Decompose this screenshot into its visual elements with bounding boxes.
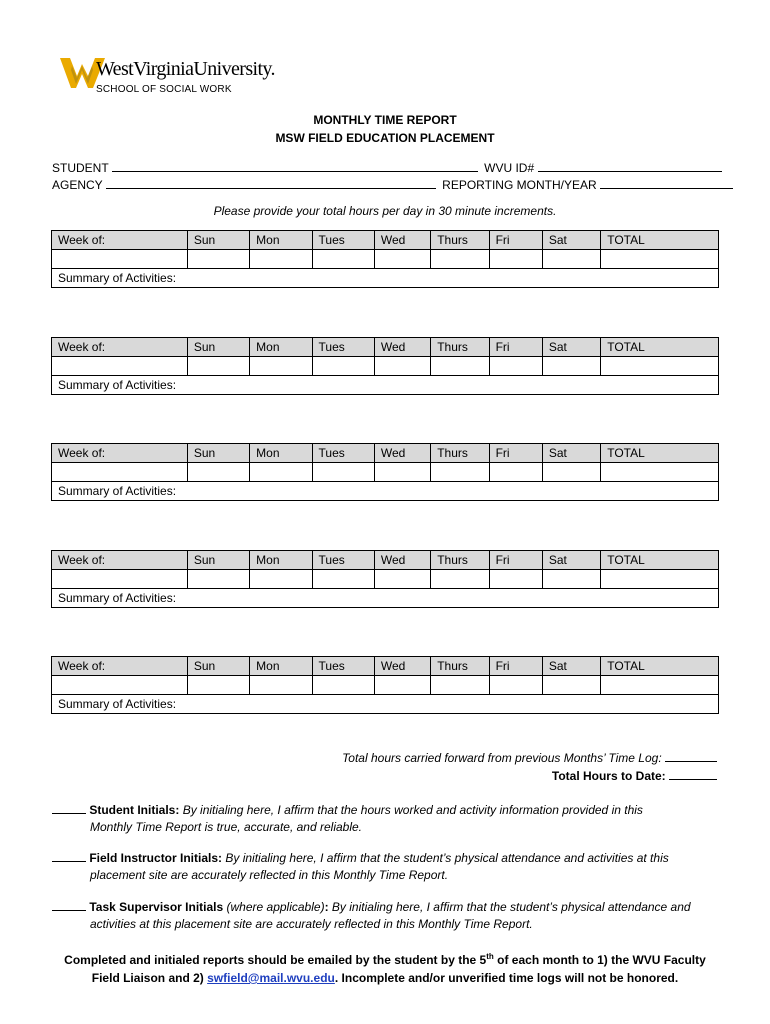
hours-cell-sat[interactable] [542, 570, 600, 589]
hours-cell-sun[interactable] [187, 463, 249, 482]
student-initials-field[interactable] [52, 802, 86, 814]
hours-to-date-label: Total Hours to Date: [551, 769, 666, 783]
footer-part2: of each month to 1) the WVU Faculty [493, 953, 706, 967]
footer-part4: . Incomplete and/or unverified time logs will not be honored. [334, 971, 679, 985]
hours-cell-mon[interactable] [250, 463, 312, 482]
reporting-month-label: REPORTING MONTH/YEAR [442, 178, 597, 192]
footer-sup: th [486, 952, 494, 961]
hours-cell-tues[interactable] [312, 570, 374, 589]
day-header-sun: Sun [187, 657, 249, 676]
hours-cell-tues[interactable] [312, 250, 374, 269]
day-header-fri: Fri [489, 551, 542, 570]
total-cell[interactable] [601, 357, 719, 376]
task-supervisor-line1: By initialing here, I affirm that the student’s physical attendance and [331, 900, 691, 914]
day-header-mon: Mon [250, 338, 312, 357]
field-instructor-label: Field Instructor Initials: [89, 851, 223, 865]
hours-cell-sun[interactable] [187, 676, 249, 695]
task-supervisor-colon: : [324, 900, 329, 914]
total-header: TOTAL [601, 551, 719, 570]
total-header: TOTAL [601, 231, 719, 250]
week-table [51, 656, 719, 714]
week-header-row [52, 444, 719, 463]
hours-cell-sat[interactable] [542, 463, 600, 482]
day-header-mon: Mon [250, 657, 312, 676]
day-header-mon: Mon [250, 551, 312, 570]
hours-cell-mon[interactable] [250, 676, 312, 695]
hours-to-date-row [552, 768, 717, 783]
day-header-tues: Tues [312, 231, 374, 250]
week-header-row [52, 231, 719, 250]
day-header-sun: Sun [187, 231, 249, 250]
hours-cell-wed[interactable] [374, 250, 430, 269]
reporting-month-field[interactable] [600, 177, 733, 189]
hours-cell-fri[interactable] [489, 250, 542, 269]
instruction-text: Please provide your total hours per day in 30 minute increments. [213, 204, 557, 218]
summary-of-activities[interactable]: Summary of Activities: [52, 269, 719, 288]
day-header-wed: Wed [374, 657, 430, 676]
hours-cell-sun[interactable] [187, 357, 249, 376]
hours-cell-sat[interactable] [542, 357, 600, 376]
week-table [51, 443, 719, 501]
week-header-row [52, 338, 719, 357]
field-instructor-statement [52, 850, 722, 884]
week-table [51, 337, 719, 395]
footer-part1: Completed and initialed reports should be emailed by the student by the 5 [64, 953, 487, 967]
hours-cell-mon[interactable] [250, 570, 312, 589]
wvu-wordmark: WestVirginiaUniversity. [96, 58, 275, 80]
day-header-fri: Fri [489, 231, 542, 250]
footer-part3: Field Liaison and 2) [91, 971, 208, 985]
total-header: TOTAL [601, 444, 719, 463]
day-header-sun: Sun [187, 551, 249, 570]
school-name: SCHOOL OF SOCIAL WORK [96, 84, 232, 95]
week-date-cell[interactable] [52, 357, 188, 376]
agency-row [52, 177, 733, 192]
summary-of-activities[interactable]: Summary of Activities: [52, 589, 719, 608]
week-of-label: Week of: [52, 231, 188, 250]
task-supervisor-statement [52, 899, 722, 933]
week-of-label: Week of: [52, 657, 188, 676]
hours-cell-thurs[interactable] [431, 463, 489, 482]
day-header-tues: Tues [312, 551, 374, 570]
total-cell[interactable] [601, 570, 719, 589]
student-field[interactable] [112, 160, 478, 172]
day-header-mon: Mon [250, 231, 312, 250]
hours-cell-sun[interactable] [187, 250, 249, 269]
hours-cell-sat[interactable] [542, 250, 600, 269]
total-header: TOTAL [601, 657, 719, 676]
hours-cell-fri[interactable] [489, 463, 542, 482]
task-supervisor-paren: (where applicable) [226, 900, 325, 914]
report-subtitle: MSW FIELD EDUCATION PLACEMENT [275, 131, 495, 145]
submission-instructions [40, 948, 730, 987]
wvu-id-label: WVU ID# [484, 161, 535, 175]
week-date-cell[interactable] [52, 463, 188, 482]
day-header-thurs: Thurs [431, 657, 489, 676]
agency-label: AGENCY [52, 178, 103, 192]
summary-of-activities[interactable]: Summary of Activities: [52, 376, 719, 395]
student-label: STUDENT [52, 161, 109, 175]
report-title: MONTHLY TIME REPORT [313, 113, 457, 127]
week-header-row [52, 551, 719, 570]
summary-row [52, 589, 719, 608]
day-header-sat: Sat [542, 444, 600, 463]
summary-row [52, 376, 719, 395]
hours-cell-fri[interactable] [489, 570, 542, 589]
week-of-label: Week of: [52, 551, 188, 570]
day-header-fri: Fri [489, 657, 542, 676]
day-header-fri: Fri [489, 444, 542, 463]
hours-cell-sun[interactable] [187, 570, 249, 589]
hours-cell-thurs[interactable] [431, 357, 489, 376]
student-initials-label: Student Initials: [89, 803, 180, 817]
hours-cell-tues[interactable] [312, 463, 374, 482]
day-header-thurs: Thurs [431, 338, 489, 357]
total-cell[interactable] [601, 250, 719, 269]
field-instructor-line1: By initialing here, I affirm that the student’s physical attendance and activities at this [225, 851, 669, 865]
student-statement-line2: Monthly Time Report is true, accurate, and reliable. [90, 820, 363, 834]
day-header-sun: Sun [187, 444, 249, 463]
wvu-id-field[interactable] [538, 160, 722, 172]
day-header-mon: Mon [250, 444, 312, 463]
student-row [52, 160, 722, 175]
hours-cell-mon[interactable] [250, 357, 312, 376]
day-header-wed: Wed [374, 551, 430, 570]
day-header-wed: Wed [374, 231, 430, 250]
week-of-label: Week of: [52, 338, 188, 357]
day-header-tues: Tues [312, 657, 374, 676]
week-of-label: Week of: [52, 444, 188, 463]
hours-cell-mon[interactable] [250, 250, 312, 269]
hours-to-date-field[interactable] [669, 768, 717, 780]
hours-cell-fri[interactable] [489, 676, 542, 695]
day-header-sun: Sun [187, 338, 249, 357]
email-link[interactable]: swfield@mail.wvu.edu [207, 971, 335, 985]
carried-forward-label: Total hours carried forward from previous Months’ Time Log: [342, 751, 662, 765]
hours-row [52, 570, 719, 589]
day-header-wed: Wed [374, 338, 430, 357]
hours-row [52, 676, 719, 695]
hours-row [52, 463, 719, 482]
hours-cell-tues[interactable] [312, 357, 374, 376]
task-supervisor-initials-field[interactable] [52, 899, 86, 911]
student-statement-line1: By initialing here, I affirm that the hours worked and activity information provided in this [182, 803, 643, 817]
summary-row [52, 269, 719, 288]
day-header-sat: Sat [542, 231, 600, 250]
day-header-sat: Sat [542, 657, 600, 676]
field-instructor-line2: placement site are accurately reflected in this Monthly Time Report. [90, 868, 449, 882]
day-header-tues: Tues [312, 444, 374, 463]
total-cell[interactable] [601, 676, 719, 695]
hours-cell-tues[interactable] [312, 676, 374, 695]
week-date-cell[interactable] [52, 570, 188, 589]
agency-field[interactable] [106, 177, 436, 189]
hours-cell-thurs[interactable] [431, 570, 489, 589]
hours-cell-thurs[interactable] [431, 676, 489, 695]
week-date-cell[interactable] [52, 676, 188, 695]
hours-cell-wed[interactable] [374, 463, 430, 482]
task-supervisor-line2: activities at this placement site are accurately reflected in this Monthly Time Report. [90, 917, 533, 931]
week-table [51, 550, 719, 608]
day-header-thurs: Thurs [431, 444, 489, 463]
day-header-sat: Sat [542, 551, 600, 570]
hours-cell-wed[interactable] [374, 676, 430, 695]
hours-cell-fri[interactable] [489, 357, 542, 376]
day-header-thurs: Thurs [431, 231, 489, 250]
total-header: TOTAL [601, 338, 719, 357]
carried-forward-field[interactable] [665, 750, 717, 762]
summary-row [52, 482, 719, 501]
day-header-tues: Tues [312, 338, 374, 357]
summary-row [52, 695, 719, 714]
wvu-logo [0, 0, 300, 100]
field-instructor-initials-field[interactable] [52, 850, 86, 862]
day-header-thurs: Thurs [431, 551, 489, 570]
student-initials-statement [52, 802, 722, 836]
week-header-row [52, 657, 719, 676]
week-date-cell[interactable] [52, 250, 188, 269]
week-table [51, 230, 719, 288]
total-cell[interactable] [601, 463, 719, 482]
hours-cell-wed[interactable] [374, 570, 430, 589]
day-header-sat: Sat [542, 338, 600, 357]
hours-cell-wed[interactable] [374, 357, 430, 376]
day-header-fri: Fri [489, 338, 542, 357]
summary-of-activities[interactable]: Summary of Activities: [52, 482, 719, 501]
hours-cell-sat[interactable] [542, 676, 600, 695]
hours-cell-thurs[interactable] [431, 250, 489, 269]
task-supervisor-label: Task Supervisor Initials [89, 900, 224, 914]
carried-forward-row [342, 750, 717, 765]
summary-of-activities[interactable]: Summary of Activities: [52, 695, 719, 714]
hours-row [52, 250, 719, 269]
day-header-wed: Wed [374, 444, 430, 463]
hours-row [52, 357, 719, 376]
